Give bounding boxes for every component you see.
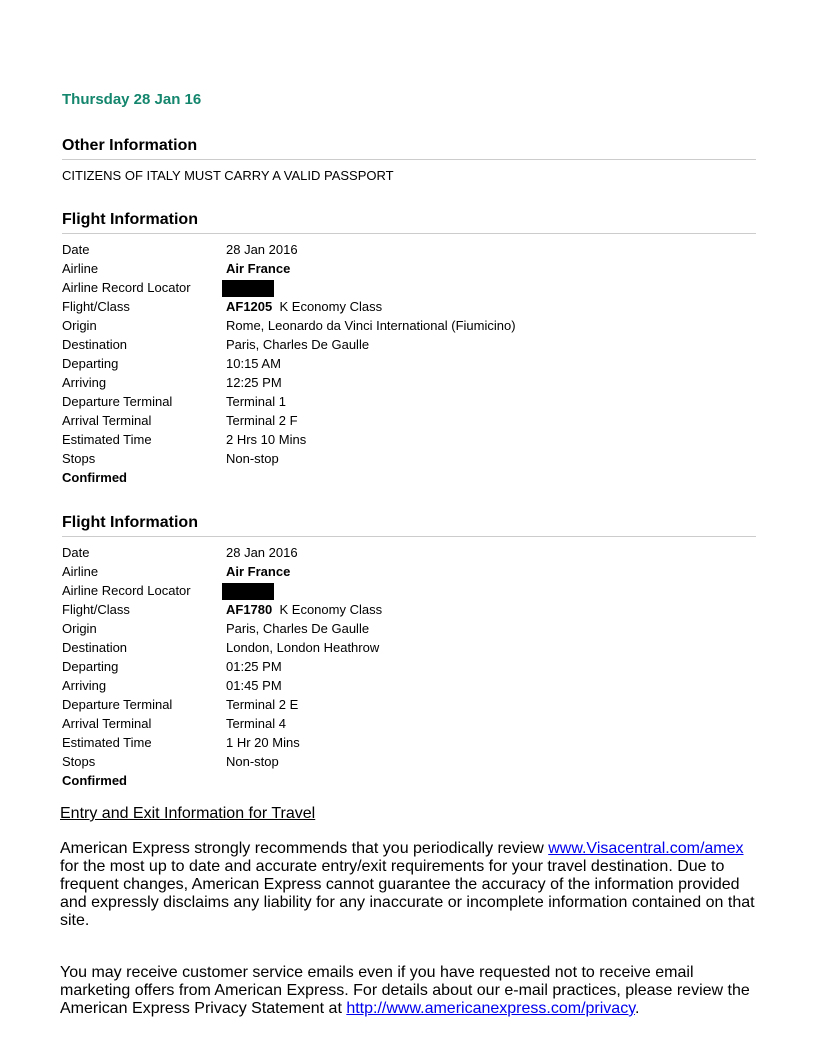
flight-number: AF1205 [226,299,273,314]
value-departure-terminal: Terminal 2 E [226,697,299,712]
flight-information-title: Flight Information [62,211,756,234]
visacentral-link[interactable]: www.Visacentral.com/amex [548,840,744,857]
passport-notice: CITIZENS OF ITALY MUST CARRY A VALID PASSPORT [62,168,394,183]
label-arrival-terminal: Arrival Terminal [62,716,152,731]
class-of-service: K Economy Class [279,299,383,314]
itinerary-date-header: Thursday 28 Jan 16 [62,91,202,108]
class-of-service: K Economy Class [279,602,383,617]
value-arriving: 01:45 PM [226,678,282,693]
label-estimated-time: Estimated Time [62,735,152,750]
label-origin: Origin [62,318,97,333]
label-departure-terminal: Departure Terminal [62,394,173,409]
privacy-statement-link[interactable]: http://www.americanexpress.com/privacy [346,1000,636,1017]
value-airline: Air France [226,564,291,579]
visa-text-start: American Express strongly recommends that you periodically review [60,840,549,857]
label-origin: Origin [62,621,97,636]
value-arrival-terminal: Terminal 4 [226,716,286,731]
visa-text-end: for the most up to date and accurate entry/exit requirements for your travel destination. Due to frequent changes, American Express cannot guarantee the accuracy of the information provided and expressly disclaims any liability for any inaccurate or incomplete information contained on that site. [60,858,755,929]
value-destination: London, London Heathrow [226,640,380,655]
value-flight-class [226,297,382,316]
value-date: 28 Jan 2016 [226,545,298,560]
entry-exit-heading: Entry and Exit Information for Travel [60,805,316,822]
value-airline: Air France [226,261,291,276]
other-information-title: Other Information [62,137,756,160]
value-flight-class [226,600,382,619]
flight-status: Confirmed [62,773,127,788]
label-estimated-time: Estimated Time [62,432,152,447]
label-arriving: Arriving [62,375,107,390]
value-departing: 10:15 AM [226,356,281,371]
label-arriving: Arriving [62,678,107,693]
label-departure-terminal: Departure Terminal [62,697,173,712]
privacy-text-start: You may receive customer service emails even if you have requested not to receive email marketing offers from American Express. For details about our e-mail practices, please review the American Express Privacy Statement at [60,964,750,1017]
value-arriving: 12:25 PM [226,375,282,390]
label-record-locator: Airline Record Locator [62,583,191,598]
label-flight-class: Flight/Class [62,602,130,617]
redacted-record-locator [226,581,274,600]
value-stops: Non-stop [226,451,279,466]
value-origin: Paris, Charles De Gaulle [226,621,370,636]
label-stops: Stops [62,451,96,466]
value-destination: Paris, Charles De Gaulle [226,337,370,352]
value-departure-terminal: Terminal 1 [226,394,286,409]
value-departing: 01:25 PM [226,659,282,674]
flight-information-title: Flight Information [62,514,756,537]
label-airline: Airline [62,261,99,276]
flight-number: AF1780 [226,602,273,617]
value-estimated-time: 1 Hr 20 Mins [226,735,300,750]
flight-status: Confirmed [62,470,127,485]
value-date: 28 Jan 2016 [226,242,298,257]
label-destination: Destination [62,640,128,655]
label-date: Date [62,242,90,257]
privacy-text-end: . [635,1000,640,1017]
privacy-paragraph [60,964,760,1018]
value-stops: Non-stop [226,754,279,769]
label-airline: Airline [62,564,99,579]
visa-recommendation-paragraph [60,840,760,930]
value-origin: Rome, Leonardo da Vinci International (Fiumicino) [226,318,516,333]
label-arrival-terminal: Arrival Terminal [62,413,152,428]
label-flight-class: Flight/Class [62,299,130,314]
value-arrival-terminal: Terminal 2 F [226,413,298,428]
label-destination: Destination [62,337,128,352]
label-departing: Departing [62,356,119,371]
label-date: Date [62,545,90,560]
label-record-locator: Airline Record Locator [62,280,191,295]
redacted-record-locator [226,278,274,297]
label-departing: Departing [62,659,119,674]
label-stops: Stops [62,754,96,769]
value-estimated-time: 2 Hrs 10 Mins [226,432,307,447]
